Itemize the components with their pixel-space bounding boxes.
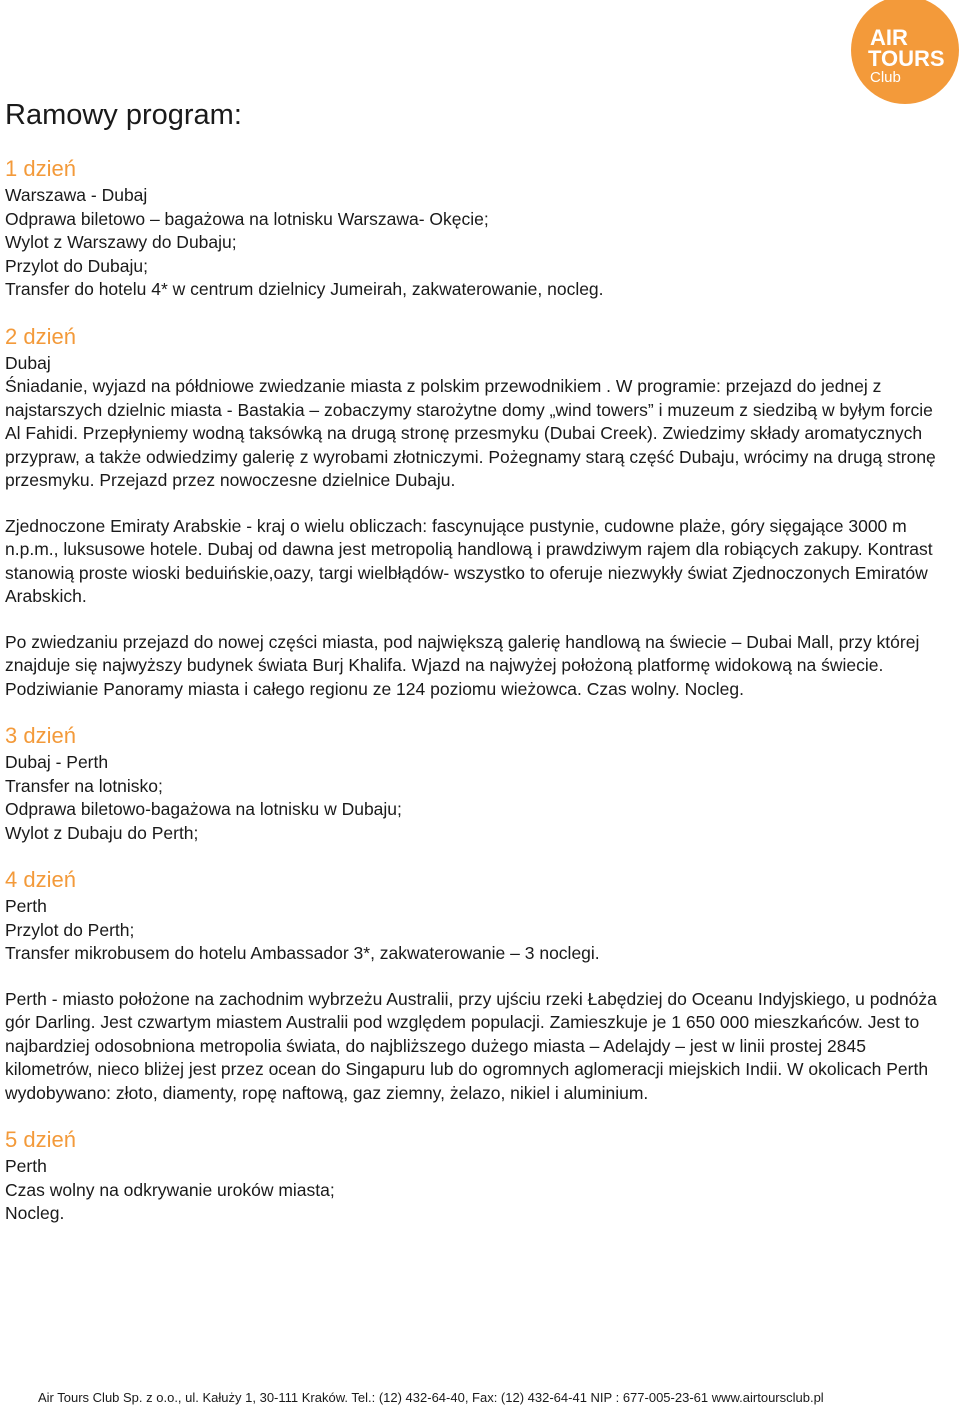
air-tours-club-logo xyxy=(850,0,960,110)
day-heading: 3 dzień xyxy=(5,723,76,748)
logo-text-tours: TOURS xyxy=(868,46,945,71)
page-title: Ramowy program: xyxy=(5,99,242,131)
day-1-section xyxy=(5,154,940,302)
footer-contact: Air Tours Club Sp. z o.o., ul. Kałuży 1, 30-111 Kraków. Tel.: (12) 432-64-40, Fax: (12) 432-64-41 NIP : 677-005-23-61 www.airtoursclub.pl xyxy=(38,1390,824,1405)
day-paragraph: Zjednoczone Emiraty Arabskie - kraj o wielu obliczach: fascynujące pustynie, cudowne plaże, góry sięgające 3000 m n.p.m., luksusowe hotele. Dubaj od dawna jest metropolią handlową i prawdziwym rajem dla robiących zakupy. Kontrast stanowią proste wioski beduińskie,oazy, targi wielbłądów- wszystko to oferuje niezwykły świat Zjednoczonych Emiratów Arabskich. xyxy=(5,515,933,606)
day-line: Warszawa - Dubaj xyxy=(5,185,148,205)
day-line: Perth xyxy=(5,1156,47,1176)
day-line: Odprawa biletowo – bagażowa na lotnisku Warszawa- Okęcie; xyxy=(5,208,489,229)
day-line: Wylot z Warszawy do Dubaju; xyxy=(5,232,237,252)
day-line: Przylot do Perth; xyxy=(5,919,135,940)
day-line: Dubaj xyxy=(5,352,51,373)
day-line: Nocleg. xyxy=(5,1203,65,1223)
day-line: Odprawa biletowo-bagażowa na lotnisku w Dubaju; xyxy=(5,799,402,819)
day-paragraph: Śniadanie, wyjazd na półdniowe zwiedzanie miasta z polskim przewodnikiem . W programie: przejazd do jednej z najstarszych dzielnic miasta - Bastakia – zobaczymy starożytne domy „wind towers” i muzeum z siedzibą w byłym forcie Al Fahidi. Przepłyniemy wodną taksówką na drugą stronę przesmyku (Dubai Creek). Zwiedzimy składy aromatycznych przypraw, a także odwiedzimy galerię z wyrobami złotniczymi. Pożegnamy starą część Dubaju, wrócimy na drugą stronę przesmyku. Przejazd przez nowoczesne dzielnice Dubaju. xyxy=(5,376,936,490)
day-line: Transfer na lotnisko; xyxy=(5,775,163,796)
day-3-section xyxy=(5,721,940,845)
day-paragraph: Perth - miasto położone na zachodnim wybrzeżu Australii, przy ujściu rzeki Łabędziej do Oceanu Indyjskiego, u podnóża gór Darling. Jest czwartym miastem Australii pod względem populacji. Zamieszkuje je 1 650 000 mieszkańców. Jest to najbardziej odosobniona metropolia świata, do najbliższego dużego miasta – Adelajdy – jest w linii prostej 2845 kilometrów, nieco bliżej jest przez ocean do Singapuru lub do ogromnych aglomeracji miejskich Indii. W okolicach Perth wydobywano: złoto, diamenty, ropę naftową, gaz ziemny, żelazo, nikiel i aluminium. xyxy=(5,988,937,1103)
day-heading: 1 dzień xyxy=(5,156,76,181)
day-4-section xyxy=(5,865,940,1105)
day-heading: 5 dzień xyxy=(5,1127,76,1152)
day-5-section xyxy=(5,1125,940,1226)
day-heading: 4 dzień xyxy=(5,867,76,892)
day-heading: 2 dzień xyxy=(5,323,76,349)
day-line: Perth xyxy=(5,896,47,916)
day-paragraph: Po zwiedzaniu przejazd do nowej części miasta, pod największą galerię handlową na świecie – Dubai Mall, przy której znajduje się najwyższy budynek świata Burj Khalifa. Wjazd na najwyżej położoną platformę widokową na świecie. Podziwianie Panoramy miasta i całego regionu ze 124 poziomu wieżowca. Czas wolny. Nocleg. xyxy=(5,631,920,699)
day-line: Czas wolny na odkrywanie uroków miasta; xyxy=(5,1179,335,1200)
logo-text-club: Club xyxy=(870,69,901,86)
logo-text-air: AIR xyxy=(870,25,908,50)
program-content xyxy=(5,96,940,1246)
day-line: Transfer mikrobusem do hotelu Ambassador 3*, zakwaterowanie – 3 noclegi. xyxy=(5,943,600,963)
day-2-section xyxy=(5,322,940,702)
day-line: Wylot z Dubaju do Perth; xyxy=(5,822,199,843)
day-line: Przylot do Dubaju; xyxy=(5,255,148,276)
day-line: Dubaj - Perth xyxy=(5,752,109,772)
day-line: Transfer do hotelu 4* w centrum dzielnicy Jumeirah, zakwaterowanie, nocleg. xyxy=(5,279,604,299)
